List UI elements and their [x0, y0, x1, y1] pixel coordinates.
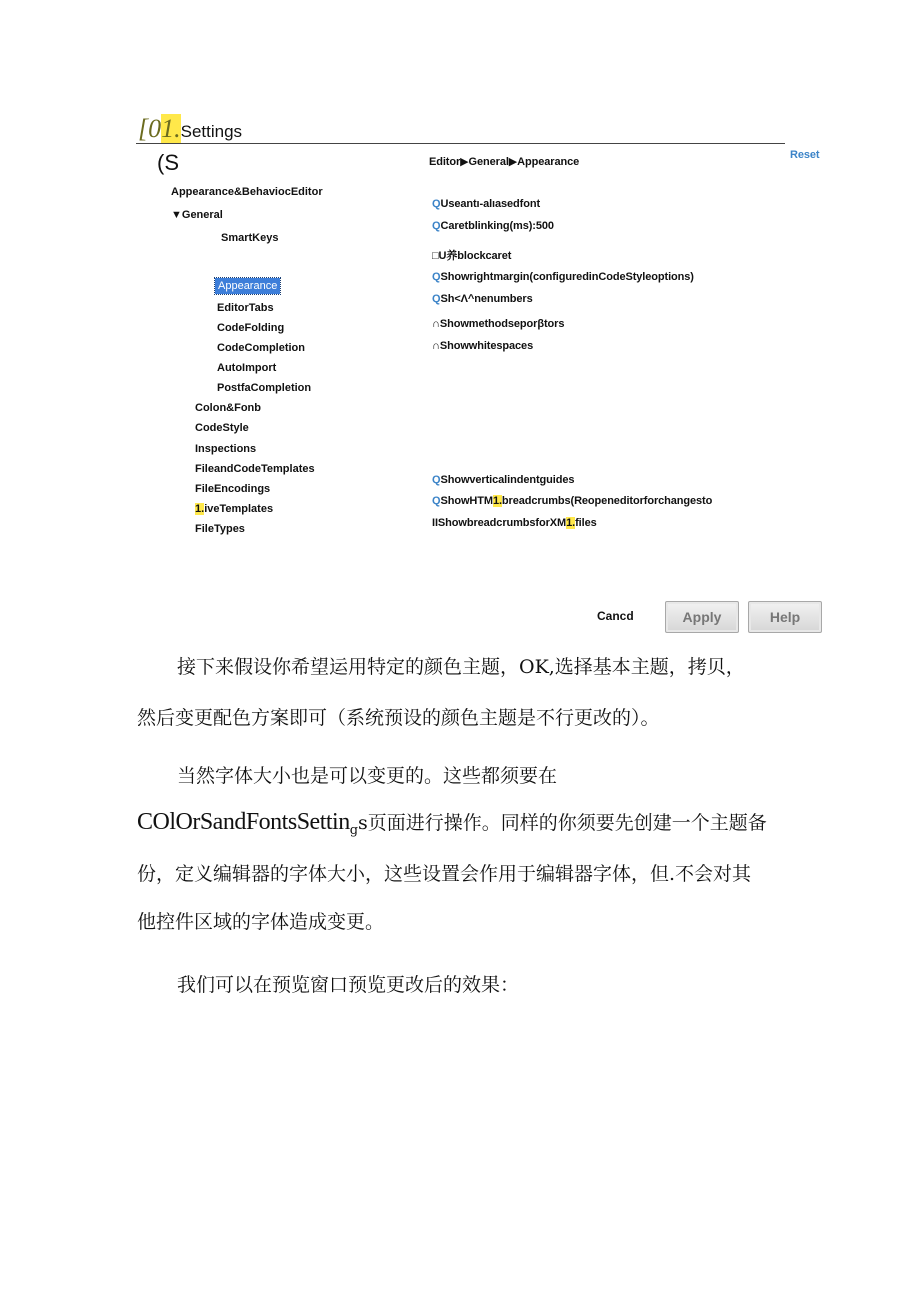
- tree-item-general[interactable]: ▼General: [171, 209, 223, 221]
- paragraph-2-line-2: [137, 808, 767, 838]
- term-subscript: g: [349, 823, 359, 838]
- live-templates-label: iveTemplates: [204, 503, 274, 515]
- option-method-separators[interactable]: ∩Showmethodseporβtors: [432, 318, 565, 330]
- tree-item-postfix-completion[interactable]: PostfaCompletion: [217, 382, 312, 394]
- colors-fonts-settings-term: COlOrSandFontsSettin: [137, 809, 350, 835]
- option-indent-guides[interactable]: [432, 474, 574, 486]
- tree-item-editor-tabs[interactable]: EditorTabs: [217, 302, 274, 314]
- paragraph-2-line-1: 当然字体大小也是可以变更的。这些都须要在: [177, 765, 558, 787]
- title-text: Settings: [180, 122, 243, 141]
- option-xml-breadcrumbs[interactable]: [432, 517, 597, 529]
- option-label: ShowHTM: [440, 495, 493, 507]
- breadcrumb: Editor▶General▶Appearance: [429, 156, 580, 168]
- checkbox-mark[interactable]: Q: [432, 293, 441, 305]
- paragraph-2-line-4: 他控件区域的字体造成变更。: [137, 911, 385, 933]
- option-block-caret[interactable]: □U养blockcaret: [432, 250, 512, 262]
- option-html-breadcrumbs[interactable]: [432, 495, 712, 507]
- checkbox-mark[interactable]: Q: [432, 220, 441, 232]
- tree-item-code-completion[interactable]: CodeCompletion: [217, 342, 305, 354]
- checkbox-mark[interactable]: Q: [432, 495, 441, 507]
- paragraph-1-line-2: 然后变更配色方案即可（系统预设的颜色主题是不行更改的）。: [137, 707, 660, 729]
- paragraph-2-line-3: 份，定义编辑器的字体大小，这些设置会作用于编辑器字体，但.不会对其: [137, 863, 752, 885]
- tree-item-appearance-behavior-editor[interactable]: Appearance&BehaviocEditor: [171, 186, 323, 198]
- tree-item-file-code-templates[interactable]: FileandCodeTemplates: [195, 463, 315, 475]
- checkbox-mark[interactable]: Q: [432, 271, 441, 283]
- dialog-title: [138, 114, 242, 144]
- title-highlight: 1.: [161, 114, 181, 143]
- tree-item-live-templates[interactable]: [195, 503, 273, 515]
- option-label: Useantı-alıasedfont: [440, 198, 541, 210]
- tree-item-inspections[interactable]: Inspections: [195, 443, 257, 455]
- paragraph-2-line-2-rest: s页面进行操作。同样的你须要先创建一个主题备: [358, 812, 767, 834]
- option-caret-blinking[interactable]: [432, 220, 554, 232]
- cancel-button[interactable]: Cancd: [597, 609, 634, 623]
- option-label-rest: files: [575, 517, 597, 529]
- live-templates-highlight: 1.: [195, 503, 205, 515]
- tree-item-smart-keys[interactable]: SmartKeys: [221, 232, 279, 244]
- tree-item-file-encodings[interactable]: FileEncodings: [195, 483, 271, 495]
- option-label: Sh<Λ^nenumbers: [440, 293, 533, 305]
- apply-button[interactable]: Apply: [665, 601, 739, 633]
- help-button[interactable]: Help: [748, 601, 822, 633]
- option-label: IIShowbreadcrumbsforXM: [432, 517, 567, 529]
- tree-item-colors-fonts[interactable]: Colon&Fonb: [195, 402, 261, 414]
- tree-item-code-style[interactable]: CodeStyle: [195, 422, 249, 434]
- paragraph-3-line-1: 我们可以在预览窗口预览更改后的效果：: [177, 974, 520, 996]
- reset-link[interactable]: Reset: [790, 149, 820, 161]
- option-right-margin[interactable]: [432, 271, 694, 283]
- tree-item-file-types[interactable]: FileTypes: [195, 523, 245, 535]
- option-line-numbers[interactable]: [432, 293, 533, 305]
- xml-highlight: 1.: [566, 517, 576, 529]
- tree-item-appearance[interactable]: Appearance: [215, 278, 280, 294]
- option-label: Caretblinking(ms):500: [440, 220, 554, 232]
- tree-item-code-folding[interactable]: CodeFolding: [217, 322, 285, 334]
- paragraph-1-line-1: 接下来假设你希望运用特定的颜色主题，OK,选择基本主题，拷贝，: [177, 656, 745, 678]
- option-whitespaces[interactable]: ∩Showwhitespaces: [432, 340, 534, 352]
- title-divider: [136, 143, 785, 144]
- tree-item-auto-import[interactable]: AutoImport: [217, 362, 277, 374]
- option-label-rest: breadcrumbs(Reopeneditorforchangesto: [501, 495, 713, 507]
- option-antialiased-font[interactable]: [432, 198, 540, 210]
- search-field[interactable]: (S: [157, 150, 179, 175]
- html-highlight: 1.: [492, 495, 502, 507]
- title-prefix: [0: [138, 114, 162, 143]
- option-label: Showverticalindentguides: [440, 474, 575, 486]
- option-label: Showrightmargin(configuredinCodeStyleoptions): [440, 271, 694, 283]
- checkbox-mark[interactable]: Q: [432, 474, 441, 486]
- checkbox-mark[interactable]: Q: [432, 198, 441, 210]
